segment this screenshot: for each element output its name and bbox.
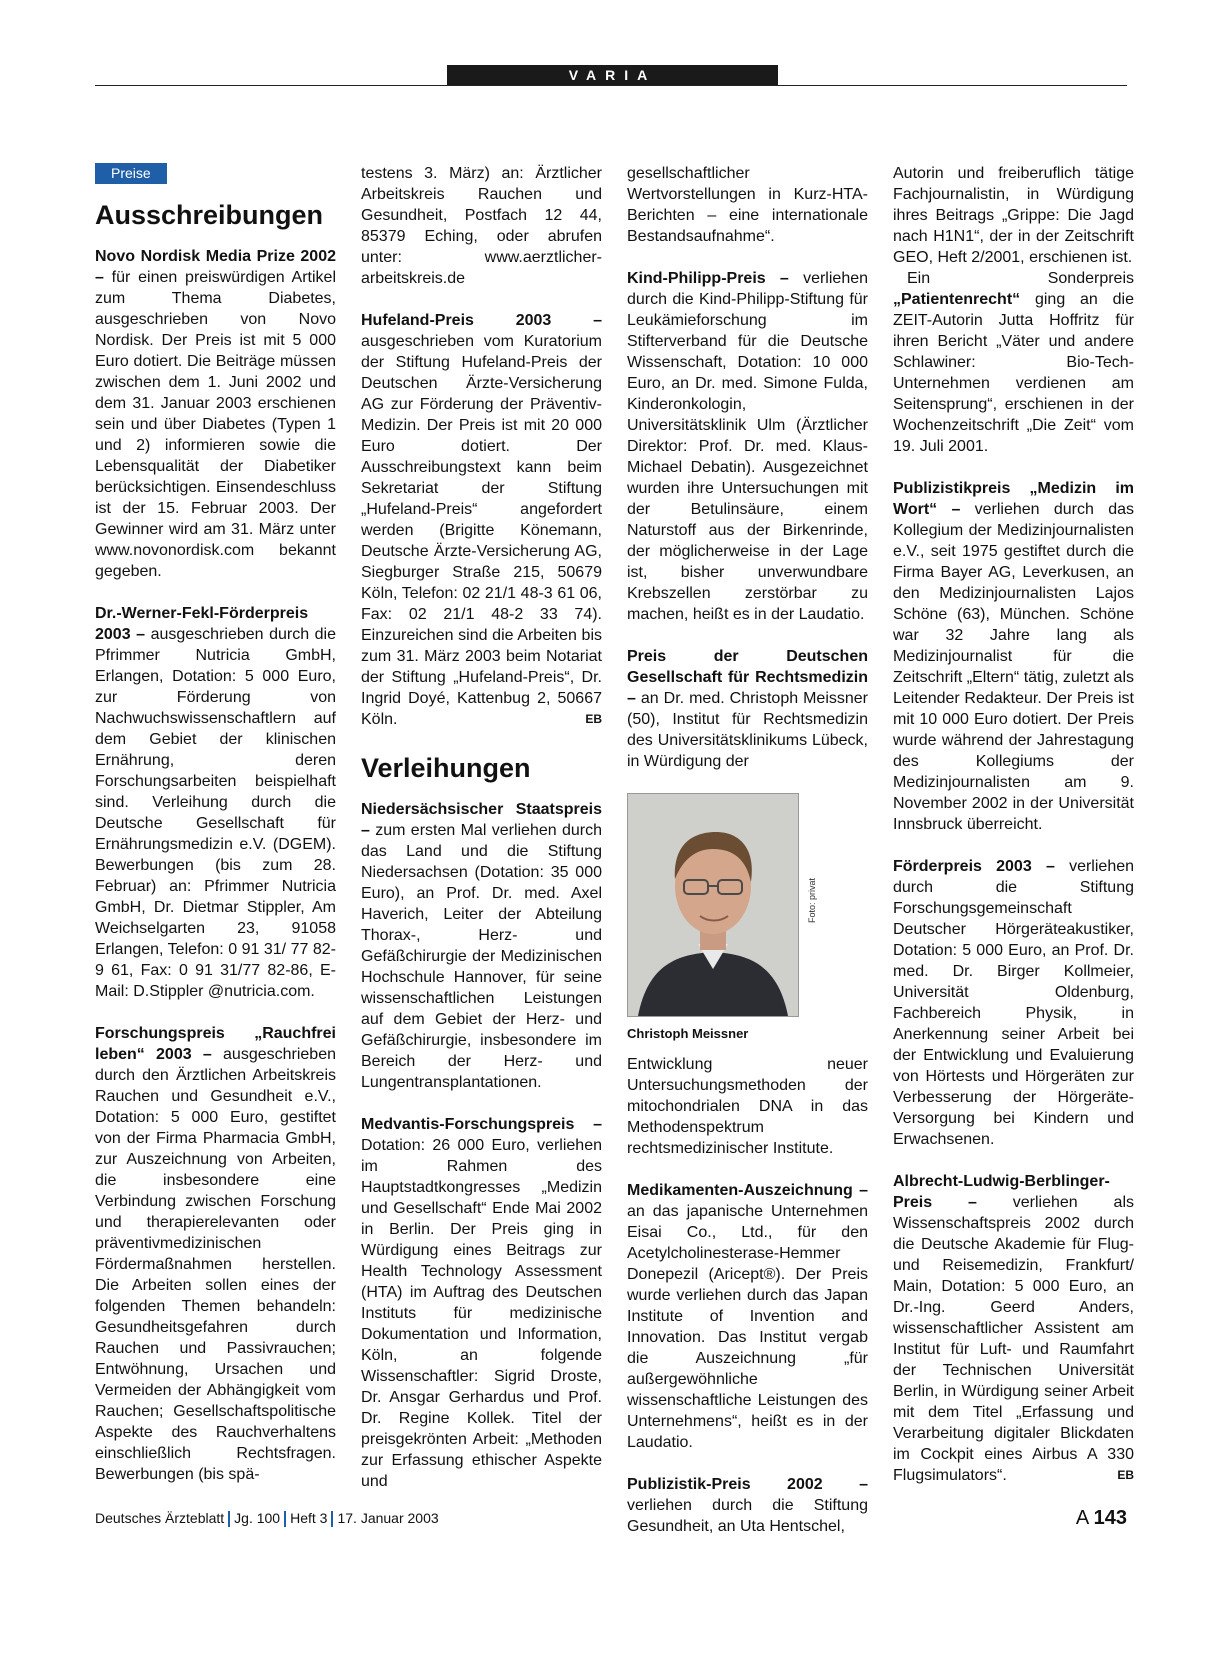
column-1 (95, 163, 336, 1506)
article-foerderpreis-2003: Förderpreis 2003 – verliehen durch die Stiftung Forschungsgemeinschaft Deutscher Hörgeräteakustiker, Dotation: 5 000 Euro, an Prof. Dr. med. Dr. Birger Kollmeier, Universität Oldenburg, Fachbereich Physik, in Anerkennung seiner Arbeit bei der Entwicklung und Evaluierung von Hörtests und Hörgeräten zur Verbesserung der Hörgeräte-Versorgung bei Kindern und Erwachsenen. (893, 858, 1135, 1148)
article-rechtsmedizin: Preis der Deutschen Gesellschaft für Rechtsmedizin – an Dr. med. Christoph Meissner (50), Institut für Rechtsmedizin des Universitätsklinikums Lübeck, in Würdigung der (627, 648, 868, 770)
category-tag: Preise (95, 163, 167, 184)
article-kind-philipp-preis: Kind-Philipp-Preis – verliehen durch die Kind-Philipp-Stiftung für Leukämieforschung im Stifterverband für die Deutsche Wissenschaft, Dotation: 10 000 Euro, an Dr. med. Simone Fulda, Kinderonkologin, Universitätsklinik Ulm (Ärztlicher Direktor: Prof. Dr. med. Klaus-Michael Debatin). Ausgezeichnet wurden ihre Untersuchungen mit der Betulinsäure, einem Naturstoff aus der Birkenrinde, der möglicherweise in der Lage ist, bisher unverwundbare Krebszellen zerstörbar zu machen, heißt es in der Laudatio. (627, 270, 869, 623)
portrait-illustration (628, 794, 798, 1016)
article-publizistik-preis: Publizistik-Preis 2002 – verliehen durch die Stiftung Gesundheit, an Uta Hentschel, (627, 1476, 868, 1535)
heading-ausschreibungen: Ausschreibungen (95, 200, 324, 230)
article-rauchfrei-leben: Forschungspreis „Rauchfrei leben“ 2003 – ausgeschrieben durch den Ärztlichen Arbeitskreis Rauchen und Gesundheit e.V., Dotation: 5 000 Euro, gestiftet von der Firma Pharmacia GmbH, zur Auszeichnung von Arbeiten, die insbesondere eine Verbindung zwischen Forschung und therapierelevanten oder präventivmedizinischen Fördermaßnahmen herstellen. Die Arbeiten sollen eines der folgenden Themen behandeln: Gesundheitsgefahren durch Rauchen und Passivrauchen; Entwöhnung, Ursachen und Vermeiden der Abhängigkeit vom Rauchen; Gesellschaftspolitische Aspekte des Rauchverhaltens einschließlich Rechtsfragen. Bewerbungen (bis spä- (95, 1025, 336, 1483)
photo-caption: Christoph Meissner (627, 1026, 749, 1041)
column-2 (361, 163, 602, 1513)
portrait-figure (627, 793, 868, 1044)
article-fekl-foerderpreis: Dr.-Werner-Fekl-Förderpreis 2003 – ausgeschrieben durch die Pfrimmer Nutricia GmbH, Erlangen, Dotation: 5 000 Euro, zur Förderung von Nachwuchswissenschaftlern auf dem Gebiet der klinischen Ernährung, deren Forschungsarbeiten beispielhaft sind. Verleihung durch die Deutsche Gesellschaft für Ernährungsmedizin e.V. (DGEM). Bewerbungen (bis zum 28. Februar) an: Pfrimmer Nutricia GmbH, Dr. Dietmar Stippler, Am Weichselgarten 23, 91058 Erlangen, Telefon: 0 91 31/ 77 82-9 61, Fax: 0 91 31/77 82-86, E-Mail: D.Stippler @nutricia.com. (95, 605, 336, 1000)
article-continuation: Entwicklung neuer Untersuchungsmethoden der mitochondrialen DNA in das Methodenspektrum rechtsmedizinischer Institute. (627, 1056, 868, 1157)
footer-divider (228, 1511, 230, 1527)
journal-name: Deutsches Ärzteblatt (95, 1510, 225, 1526)
section-label: VARIA (447, 65, 778, 85)
article-staatspreis: Niedersächsischer Staatspreis – zum ersten Mal verliehen durch das Land und die Stiftung Niedersachsen (Dotation: 35 000 Euro), an Prof. Dr. med. Axel Haverich, Leiter der Abteilung Thorax-, Herz- und Gefäßchirurgie der Medizinischen Hochschule Hannover, für seine wissenschaftlichen Leistungen auf dem Gebiet der Herz- und Gefäßchirurgie, insbesondere im Bereich der Herz- und Lungentransplantationen. (361, 801, 602, 1091)
article-continuation: Autorin und freiberuflich tätige Fachjournalistin, in Würdigung ihres Beitrags „Grippe: Die Jagd nach H1N1“, der in der Zeitschrift GEO, Heft 2/2001, erschienen ist. (893, 165, 1134, 266)
article-continuation: gesellschaftlicher Wertvorstellungen in Kurz-HTA-Berichten – eine internationale Bestandsaufnahme“. (627, 165, 868, 245)
journal-issue: Heft 3 (290, 1510, 328, 1526)
article-medvantis: Medvantis-Forschungspreis – Dotation: 26 000 Euro, verliehen im Rahmen des Hauptstadtkongresses „Medizin und Gesellschaft“ Ende Mai 2002 in Berlin. Der Preis ging in Würdigung eines Beitrags zur Health Technology Assessment (HTA) im Auftrag des Deutschen Instituts für medizinische Dokumentation und Information, Köln, an folgende Wissenschaftler: Sigrid Droste, Dr. Ansgar Gerhardus und Prof. Dr. Regine Kollek. Titel der preisgekrönten Arbeit: „Methoden zur Erfassung ethischer Aspekte und (361, 1116, 602, 1490)
article-patientenrecht: Ein Sonderpreis „Patientenrecht“ ging an die ZEIT-Autorin Jutta Hoffritz für ihren Bericht „Väter und andere Schlawiner: Bio-Tech-Unternehmen verdienen am Seitensprung“, erschienen in der Wochenzeitschrift „Die Zeit“ vom 19. Juli 2001. (893, 270, 1134, 455)
article-hufeland-preis: Hufeland-Preis 2003 – ausgeschrieben vom Kuratorium der Stiftung Hufeland-Preis der Deutschen Ärzte-Versicherung AG zur Förderung der Präventiv-Medizin. Der Preis ist mit 20 000 Euro dotiert. Der Ausschreibungstext kann beim Sekretariat der Stiftung „Hufeland-Preis“ angefordert werden (Brigitte Könemann, Deutsche Ärzte-Versicherung AG, Siegburger Straße 215, 50679 Köln, Telefon: 02 21/1 48-3 61 06, Fax: 02 21/1 48-2 33 74). Einzureichen sind die Arbeiten bis zum 31. März 2003 beim Notariat der Stiftung „Hufeland-Preis“, Dr. Ingrid Doyé, Kattenbug 2, 50667 Köln. EB (361, 312, 602, 728)
portrait-photo (627, 793, 799, 1017)
article-novo-nordisk: Novo Nordisk Media Prize 2002 – für einen preiswürdigen Artikel zum Thema Diabetes, ausgeschrieben von Novo Nordisk. Der Preis ist mit 5 000 Euro dotiert. Die Beiträge müssen zwischen dem 1. Juni 2002 und dem 31. Januar 2003 erschienen sein und über Diabetes (Typen 1 und 2) informieren sowie die Lebensqualität der Diabetiker berücksichtigen. Einsendeschluss ist der 15. Februar 2003. Der Gewinner wird am 31. März unter www.novonordisk.com bekannt gegeben. (95, 248, 336, 580)
article-continuation: testens 3. März) an: Ärztlicher Arbeitskreis Rauchen und Gesundheit, Postfach 12 44, 85379 Eching, oder abrufen unter: www.aerztlicher-arbeitskreis.de (361, 165, 602, 287)
article-medizin-im-wort: Publizistikpreis „Medizin im Wort“ – verliehen durch das Kollegium der Medizinjournalisten e.V., seit 1975 gestiftet durch die Firma Bayer AG, Leverkusen, an den Medizinjournalisten Lajos Schöne (63), München. Schöne war 32 Jahre lang als Medizinjournalist für die Zeitschrift „Eltern“ tätig, zuletzt als Leitender Redakteur. Der Preis ist mit 10 000 Euro dotiert. Der Preis wurde während der Jahrestagung des Kollegiums der Medizinjournalisten am 9. November 2002 in der Universität Innsbruck überreicht. (893, 480, 1134, 833)
author-initials: EB (585, 712, 602, 726)
footer-divider (284, 1511, 286, 1527)
header-rule (95, 85, 1127, 86)
heading-verleihungen: Verleihungen (361, 753, 531, 783)
journal-volume: Jg. 100 (234, 1510, 281, 1526)
page-number: A 143 (1075, 1507, 1127, 1529)
page-footer (95, 1503, 1127, 1533)
journal-date: 17. Januar 2003 (337, 1510, 439, 1526)
footer-divider (331, 1511, 333, 1527)
column-3 (627, 163, 868, 1558)
author-initials: EB (1117, 1468, 1134, 1482)
article-berblinger-preis: Albrecht-Ludwig-Berblinger-Preis – verliehen als Wissenschaftspreis 2002 durch die Deutsche Akademie für Flug- und Reisemedizin, Frankfurt/ Main, Dotation: 5 000 Euro, an Dr.-Ing. Geerd Anders, wissenschaftlicher Assistent am Institut für Luft- und Raumfahrt der Technischen Universität Berlin, in Würdigung seiner Arbeit mit dem Titel „Erfassung und Verarbeitung digitaler Blickdaten im Cockpit eines Airbus A 330 Flugsimulators“. EB (893, 1173, 1135, 1484)
column-4 (893, 163, 1134, 1507)
photo-credit: Foto: privat (807, 877, 817, 923)
article-medikamenten-auszeichnung: Medikamenten-Auszeichnung – an das japanische Unternehmen Eisai Co., Ltd., für den Acetylcholinesterase-Hemmer Donepezil (Aricept®). Der Preis wurde verliehen durch das Japan Institute of Invention and Innovation. Das Institut vergab die Auszeichnung „für außergewöhnliche wissenschaftliche Leistungen des Unternehmens“, heißt es in der Laudatio. (627, 1182, 868, 1451)
